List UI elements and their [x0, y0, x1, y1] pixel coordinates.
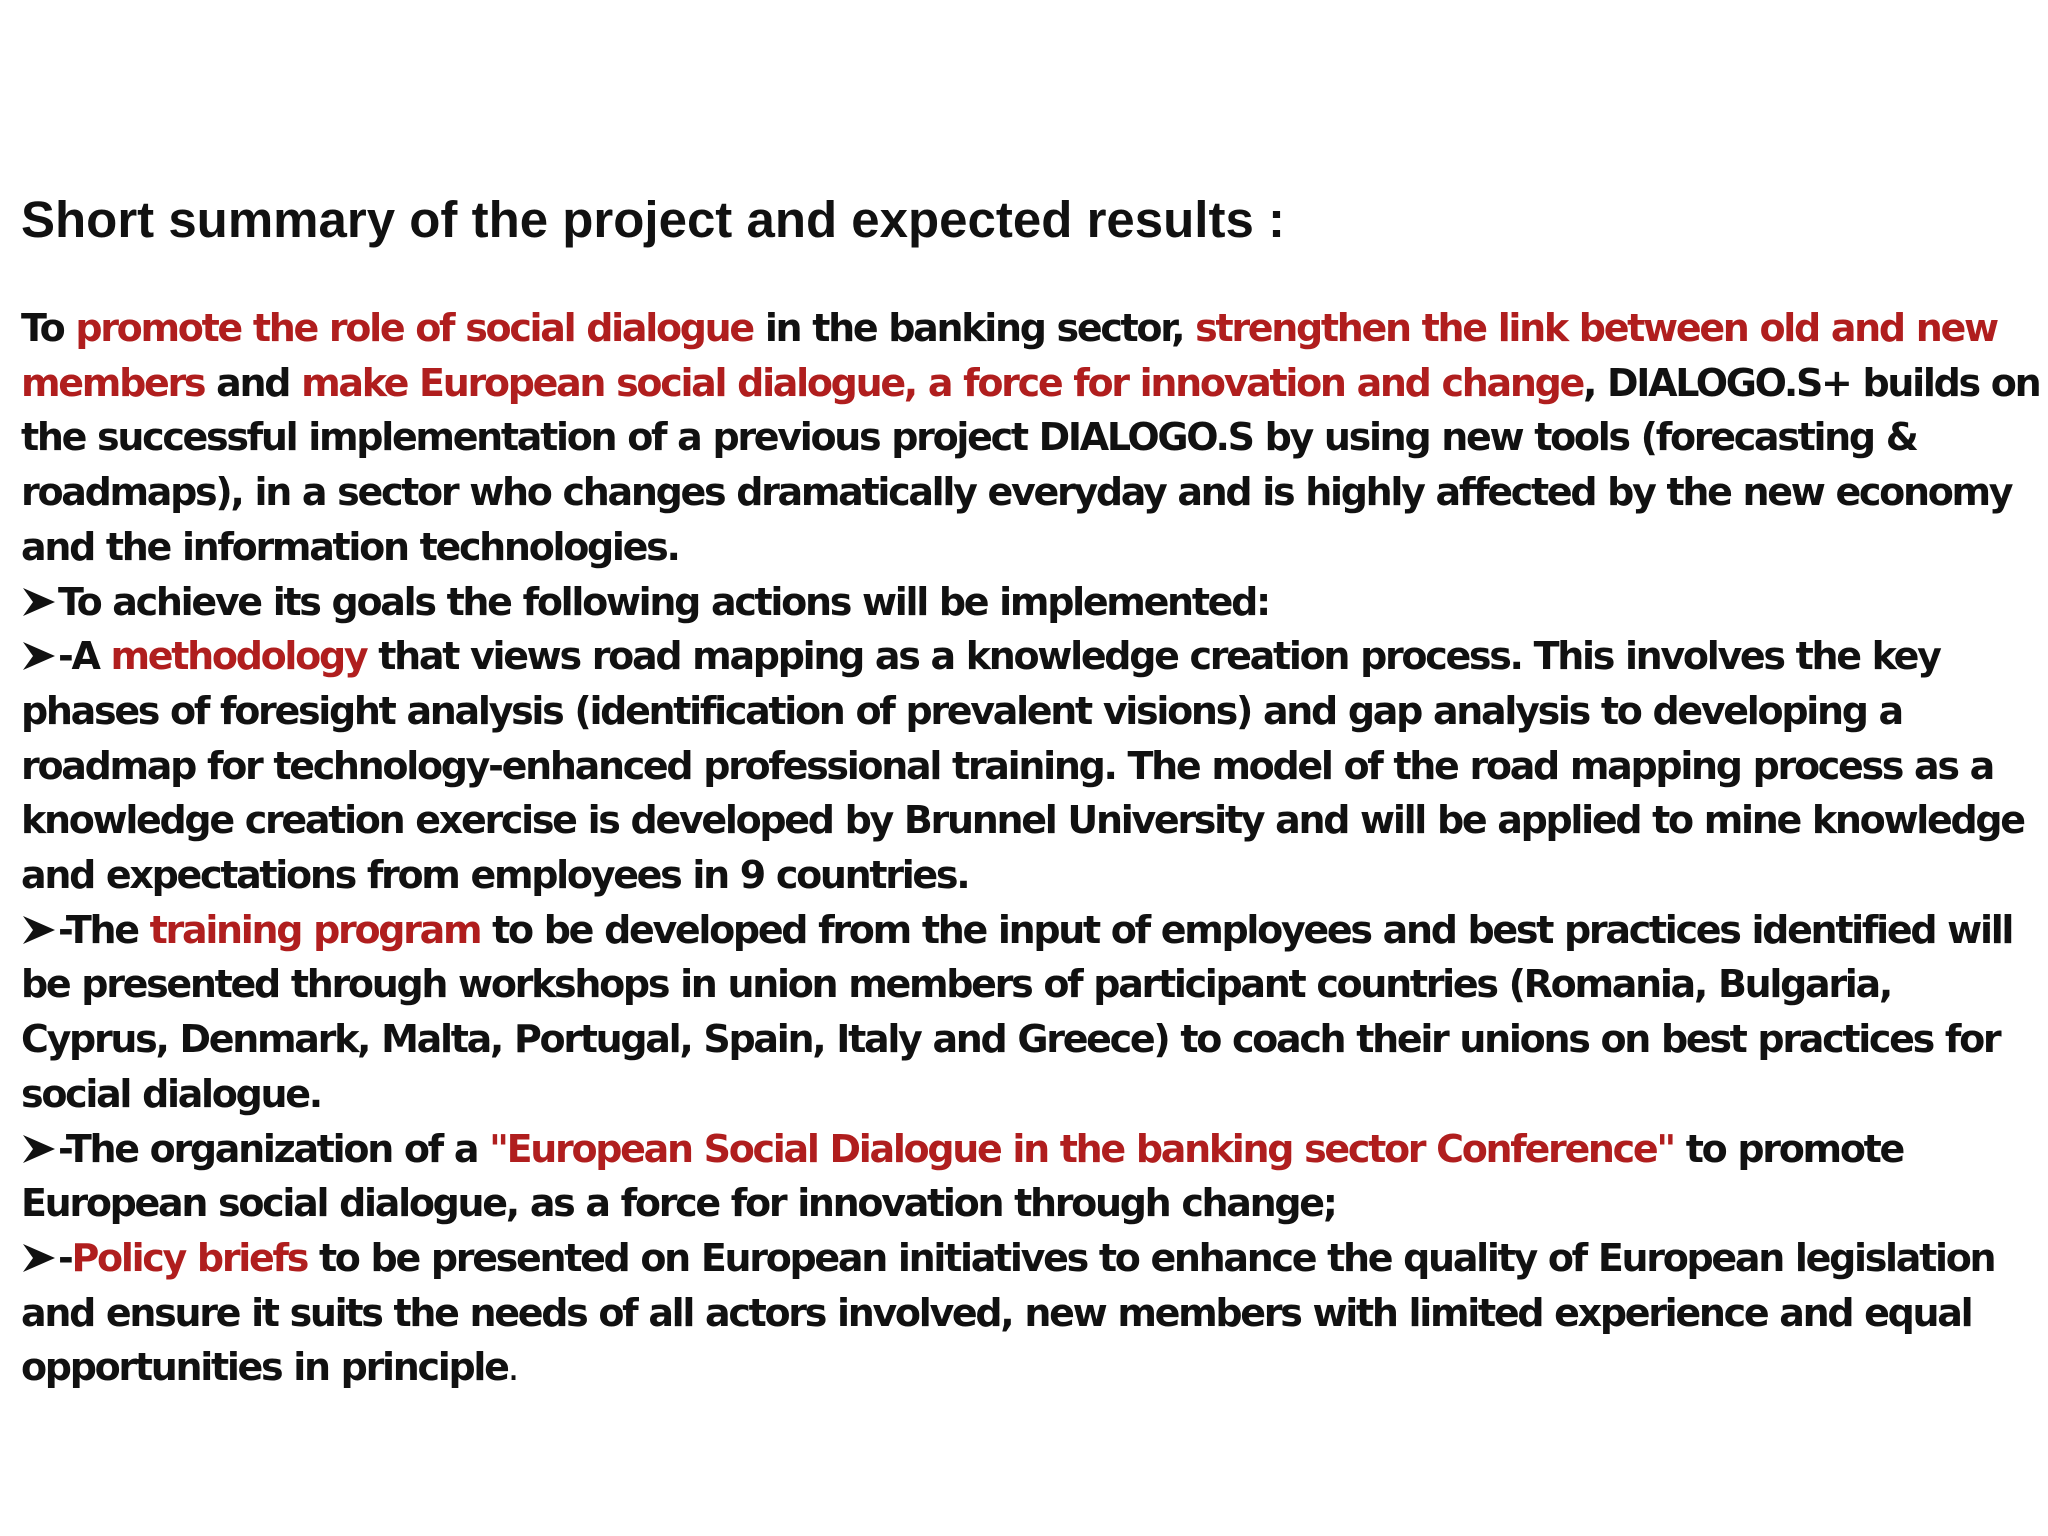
intro-text-1: To [21, 306, 76, 350]
intro-highlight-3: make European social dialogue, a force for innovation and change [301, 360, 1583, 405]
bullet-text-post: that views road mapping as a knowledge creation process. This involves the key phases of foresight analysis (identification of prevalent visions) and gap analysis to developing a roadmap for technology-enhanced professional training. The model of the road mapping process as a knowledge creation exercise is developed by Brunnel University and will be applied to mine knowledge and expectations from employees in 9 countries. [21, 634, 2024, 898]
intro-text-4: , DIALOGO.S+ builds on the successful implementation of a previous project DIALOGO.S by using new tools (forecasting & roadmaps), in a sector who changes dramatically everyday and is highly affected by the new economy and the information technologies. [21, 360, 2040, 569]
intro-highlight-2: strengthen the link between old and new members [21, 306, 1997, 405]
bullet-text-pre: -A [58, 634, 111, 679]
bullet-text-post: to be developed from the input of employees and best practices identified will be presented through workshops in union members of participant countries (Romania, Bulgaria, Cyprus, Denmark, Malta, Portugal, Spain, Italy and Greece) to coach their unions on best practices for social dialogue. [21, 907, 2013, 1116]
arrowhead-bullet-icon [21, 1242, 57, 1274]
bullet-text-post: to be presented on European initiatives to enhance the quality of European legislation and ensure it suits the needs of all actors involved, new members with limited experience and equal opportunities in principle [21, 1235, 1995, 1390]
bullet-text-pre: To achieve its goals the following actions will be implemented: [58, 579, 1269, 624]
bullet-item [21, 575, 2046, 630]
bullet-highlight: "European Social Dialogue in the banking sector Conference" [489, 1126, 1674, 1171]
bullet-item [21, 903, 2046, 1122]
bullet-text-pre: -The [58, 907, 150, 952]
bullet-text-pre: -The organization of a [58, 1126, 490, 1171]
intro-highlight-1: promote the role of social dialogue [75, 306, 753, 350]
bullet-text-post: to promote European social dialogue, as a force for innovation through change; [21, 1126, 1903, 1226]
bullet-end-period: . [507, 1345, 518, 1390]
bullet-highlight: methodology [110, 634, 367, 679]
bullet-item [21, 1231, 2046, 1395]
bullet-highlight: training program [149, 907, 481, 952]
arrowhead-bullet-icon [21, 914, 57, 946]
bullet-text-pre: - [58, 1235, 72, 1280]
bullet-item [21, 629, 2046, 903]
arrowhead-bullet-icon [21, 586, 57, 618]
intro-text-3: and [204, 360, 302, 405]
bullet-item [21, 1122, 2046, 1231]
arrowhead-bullet-icon [21, 640, 57, 672]
slide-title: Short summary of the project and expected results : [21, 191, 1285, 248]
intro-paragraph [21, 301, 2046, 575]
arrowhead-bullet-icon [21, 1133, 57, 1165]
bullet-highlight: Policy briefs [71, 1235, 308, 1280]
intro-text-2: in the banking sector, [752, 306, 1196, 350]
summary-body [21, 301, 2046, 1395]
